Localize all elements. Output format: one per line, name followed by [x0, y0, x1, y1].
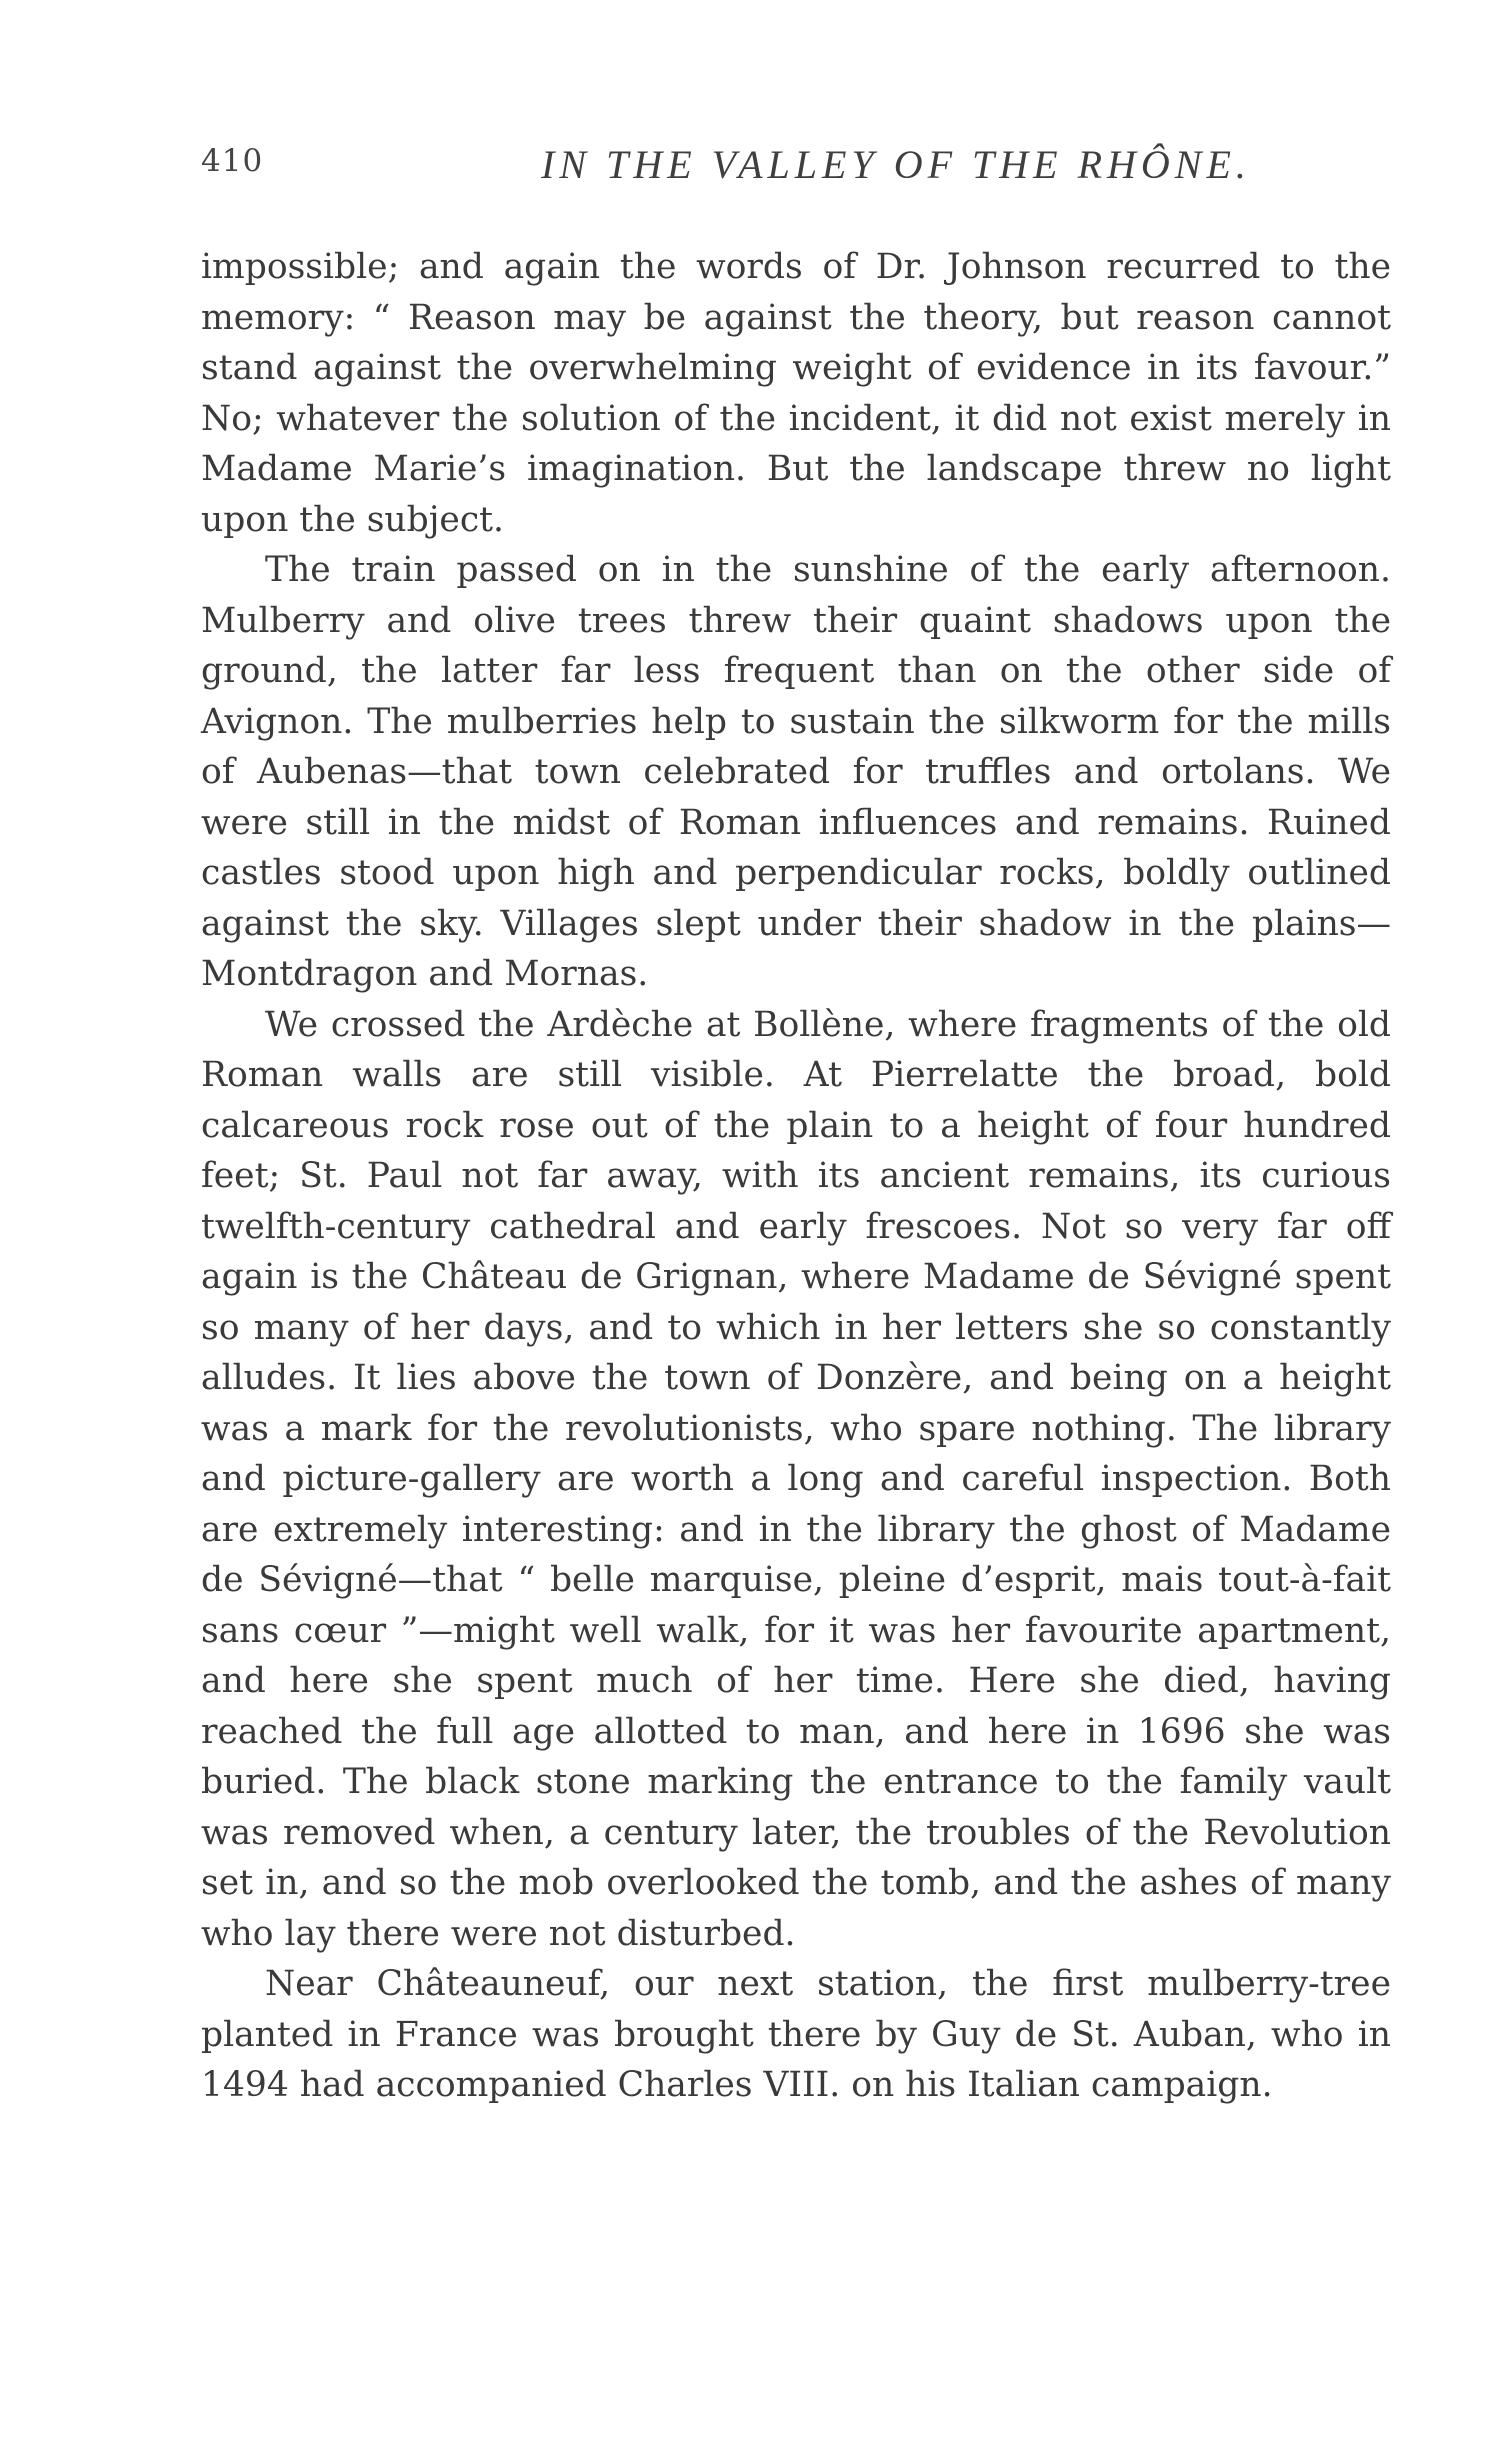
paragraph-train: The train passed on in the sunshine of the early afternoon. Mulberry and olive trees threw their quaint shadows upon the ground, the latter far less frequent than on the other side of Avignon. The mulberries help to sustain the silkworm for the mills of Aubenas—that town celebrated for truffles and ortolans. We were still in the midst of Roman influences and remains. Ruined castles stood upon high and perpendicular rocks, boldly outlined against the sky. Villages slept under their shadow in the plains—Montdragon and Mornas.	[201, 550, 1391, 994]
paragraph-ardeche: We crossed the Ardèche at Bollène, where fragments of the old Roman walls are still visible. At Pierrelatte the broad, bold calcareous rock rose out of the plain to a height of four hundred feet; St. Paul not far away, with its ancient remains, its curious twelfth-century cathedral and early frescoes. Not so very far off again is the Château de Grignan, where Madame de Sévigné spent so many of her days, and to which in her letters she so constantly alludes. It lies above the town of Donzère, and being on a height was a mark for the revolutionists, who spare nothing. The library and picture-gallery are worth a long and careful inspection. Both are extremely interesting: and in the library the ghost of Madame de Sévigné—that “ belle marquise, pleine d’esprit, mais tout-à-fait sans cœur ”—might well walk, for it was her favourite apartment, and here she spent much of her time. Here she died, having reached the full age allotted to man, and here in 1696 she was buried. The black stone marking the entrance to the family vault was removed when, a century later, the troubles of the Revolution set in, and so the mob overlooked the tomb, and the ashes of many who lay there were not disturbed.	[201, 1004, 1391, 1954]
running-title: IN THE VALLEY OF THE RHÔNE.	[541, 142, 1251, 187]
page-number: 410	[201, 143, 264, 179]
paragraph-chateauneuf: Near Châteauneuf, our next station, the first mulberry-tree planted in France was brought there by Guy de St. Auban, who in 1494 had accompanied Charles VIII. on his Italian campaign.	[201, 1964, 1391, 2105]
body-text	[201, 242, 1391, 2111]
paragraph-continued: impossible; and again the words of Dr. Johnson recurred to the memory: “ Reason may be against the theory, but reason cannot stand against the overwhelming weight of evidence in its favour.” No; whatever the solution of the incident, it did not exist merely in Madame Marie’s imagination. But the landscape threw no light upon the subject.	[201, 247, 1391, 540]
running-head	[201, 143, 1391, 193]
